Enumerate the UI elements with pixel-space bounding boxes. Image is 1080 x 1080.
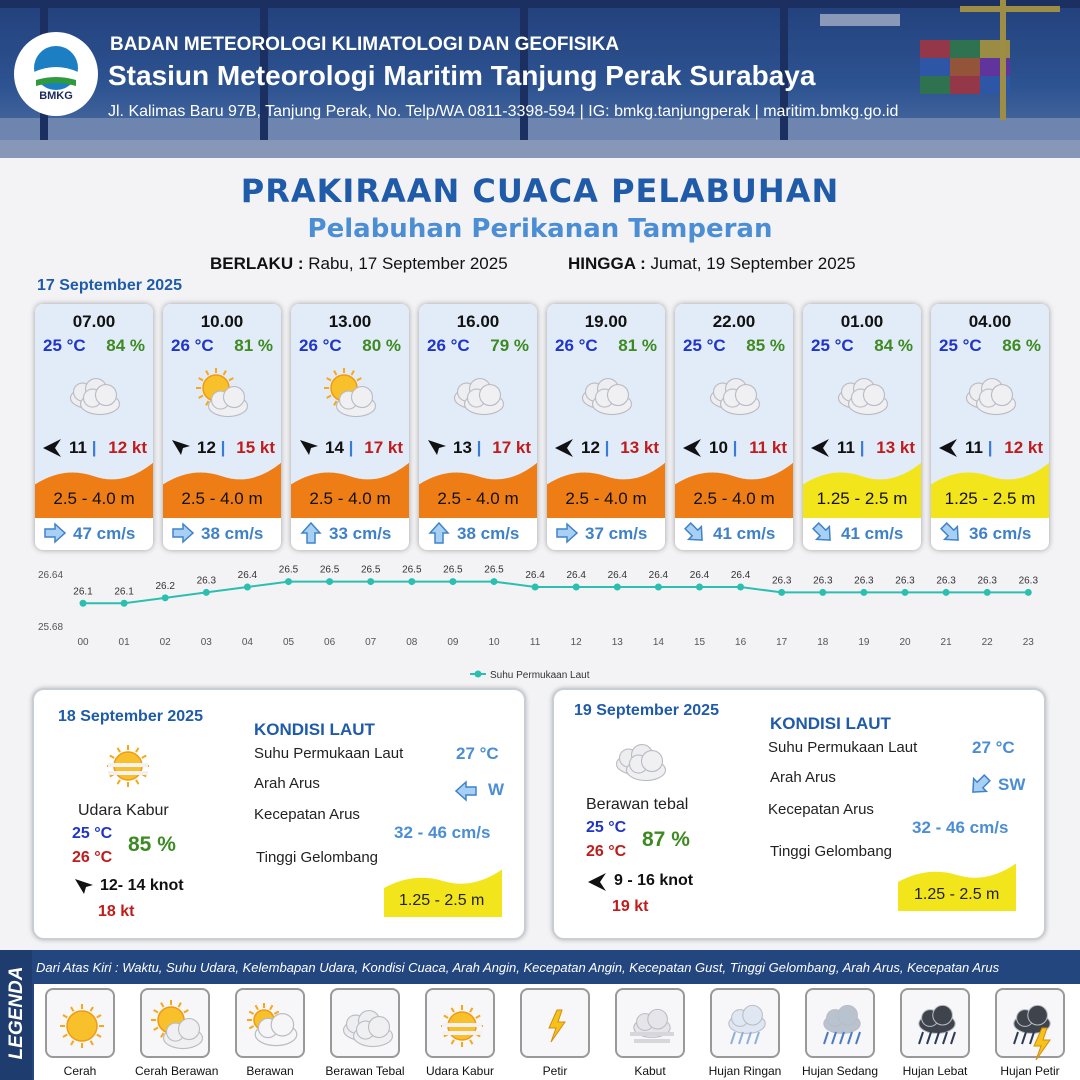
haze-icon xyxy=(427,990,497,1060)
valid-from-value: Rabu, 17 September 2025 xyxy=(308,254,508,273)
forecast-card xyxy=(291,304,409,550)
wind-speed: 12 | xyxy=(581,438,610,457)
legend-item-label: Cerah Berawan xyxy=(135,1064,219,1078)
current-speed-value: 32 - 46 cm/s xyxy=(394,823,491,842)
current-direction-icon xyxy=(171,522,195,544)
data-point xyxy=(203,589,210,596)
forecast-card xyxy=(931,304,1049,550)
overcast-icon xyxy=(332,990,402,1060)
sst-value: 27 °C xyxy=(456,744,499,763)
wave-label: Tinggi Gelombang xyxy=(770,843,893,860)
current-dir-label: Arah Arus xyxy=(254,775,320,792)
valid-from-label: BERLAKU : xyxy=(210,254,304,273)
wave-height: 1.25 - 2.5 m xyxy=(944,489,1036,508)
day-temp-min: 25 °C xyxy=(586,819,627,836)
wind-speed: 12 | xyxy=(197,438,226,457)
valid-to xyxy=(568,254,856,274)
data-label: 26.4 xyxy=(237,570,258,581)
legend-item-label: Cerah xyxy=(63,1064,97,1078)
sea-heading: KONDISI LAUT xyxy=(254,720,375,739)
current-speed-label: Kecepatan Arus xyxy=(254,806,360,823)
x-tick-label: 02 xyxy=(159,637,171,648)
valid-from xyxy=(210,254,508,274)
x-tick-label: 17 xyxy=(776,637,788,648)
station-name: Stasiun Meteorologi Maritim Tanjung Perak Surabaya xyxy=(108,60,816,91)
wave-label: Tinggi Gelombang xyxy=(256,849,379,866)
day-panel-18 xyxy=(32,688,526,940)
forecast-temp: 26 °C xyxy=(171,336,214,355)
data-point xyxy=(573,584,580,591)
wave-height: 2.5 - 4.0 m xyxy=(181,489,263,508)
forecast-time: 16.00 xyxy=(456,312,500,331)
x-tick-label: 23 xyxy=(1022,637,1034,648)
valid-to-value: Jumat, 19 September 2025 xyxy=(650,254,856,273)
gust-speed: 17 kt xyxy=(492,438,531,457)
wave-value: 1.25 - 2.5 m xyxy=(399,892,485,909)
x-tick-label: 07 xyxy=(365,637,377,648)
data-label: 26.1 xyxy=(73,586,93,598)
data-label: 26.3 xyxy=(854,575,874,587)
data-label: 26.4 xyxy=(730,570,751,581)
sst-series-line xyxy=(83,582,1028,604)
data-point xyxy=(326,578,333,585)
sst-line-chart xyxy=(0,560,1080,685)
sst-label: Suhu Permukaan Laut xyxy=(254,745,404,762)
data-label: 26.5 xyxy=(402,564,422,576)
data-point xyxy=(737,584,744,591)
forecast-humidity: 79 % xyxy=(490,336,529,355)
x-tick-label: 01 xyxy=(118,637,130,648)
data-label: 26.4 xyxy=(689,570,710,581)
current-direction-icon xyxy=(43,522,67,544)
station-address: Jl. Kalimas Baru 97B, Tanjung Perak, No. Telp/WA 0811-3398-594 | IG: bmkg.tanjungperak | maritim.bmkg.go.id xyxy=(108,103,899,120)
lightning-icon xyxy=(522,990,592,1060)
current-direction-icon xyxy=(939,522,963,544)
forecast-time: 10.00 xyxy=(200,312,244,331)
data-point xyxy=(449,578,456,585)
x-tick-label: 18 xyxy=(817,637,829,648)
valid-to-label: HINGGA : xyxy=(568,254,646,273)
data-label: 26.3 xyxy=(771,575,792,587)
data-point xyxy=(408,578,415,585)
day-temp-max: 26 °C xyxy=(586,843,627,860)
wave-height: 1.25 - 2.5 m xyxy=(816,489,908,508)
x-tick-label: 04 xyxy=(241,637,253,648)
gust-speed: 11 kt xyxy=(749,438,787,457)
data-point xyxy=(1025,589,1032,596)
wave-value: 1.25 - 2.5 m xyxy=(914,886,1000,903)
data-label: 26.3 xyxy=(936,575,956,587)
data-label: 26.2 xyxy=(155,580,175,592)
legend-item-label: Udara Kabur xyxy=(425,1064,495,1078)
page-subtitle: Pelabuhan Perikanan Tamperan xyxy=(307,214,773,244)
day-date: 18 September 2025 xyxy=(58,708,203,725)
x-tick-label: 22 xyxy=(981,637,993,648)
legend-item xyxy=(800,988,880,1078)
legend-side-label: LEGENDA xyxy=(6,966,27,1060)
legend-item xyxy=(990,988,1070,1078)
data-label: 26.5 xyxy=(443,564,463,576)
forecast-temp: 26 °C xyxy=(299,336,342,355)
legend-item xyxy=(895,988,975,1078)
wind-direction-icon xyxy=(41,437,65,459)
x-tick-label: 19 xyxy=(858,637,870,648)
forecast-temp: 26 °C xyxy=(555,336,598,355)
current-speed: 36 cm/s xyxy=(969,524,1032,543)
data-point xyxy=(244,584,251,591)
wind-direction-icon xyxy=(809,437,833,459)
forecast-humidity: 80 % xyxy=(362,336,401,355)
wind-direction-icon xyxy=(425,437,449,459)
data-point xyxy=(696,584,703,591)
data-point xyxy=(902,589,909,596)
wind-direction-icon xyxy=(937,437,961,459)
current-speed-value: 32 - 46 cm/s xyxy=(912,818,1009,837)
legend-series-name: Suhu Permukaan Laut xyxy=(490,670,590,681)
wind-direction-icon xyxy=(72,876,94,896)
data-label: 26.3 xyxy=(813,575,833,587)
legend-item-label: Hujan Lebat xyxy=(902,1064,968,1078)
gust-speed: 12 kt xyxy=(108,438,147,457)
data-label: 26.5 xyxy=(278,564,299,576)
day-date: 19 September 2025 xyxy=(574,702,719,719)
data-point xyxy=(819,589,826,596)
day-wind: 12- 14 knot xyxy=(100,877,184,894)
forecast-time: 13.00 xyxy=(328,312,372,331)
current-speed: 37 cm/s xyxy=(585,524,648,543)
moderate-rain-icon xyxy=(807,990,877,1060)
legend-item xyxy=(610,988,690,1078)
current-speed: 41 cm/s xyxy=(841,524,904,543)
wind-direction-icon xyxy=(681,437,705,459)
forecast-card xyxy=(547,304,665,550)
day-gust: 18 kt xyxy=(98,903,135,920)
sst-value: 27 °C xyxy=(972,738,1015,757)
wave-height: 2.5 - 4.0 m xyxy=(693,489,775,508)
day-condition: Udara Kabur xyxy=(78,802,169,819)
overcast-icon xyxy=(566,360,646,426)
forecast-time: 01.00 xyxy=(840,312,884,331)
current-speed: 47 cm/s xyxy=(73,524,136,543)
gust-speed: 17 kt xyxy=(364,438,403,457)
legend-items xyxy=(34,984,1080,1080)
day-temp-max: 26 °C xyxy=(72,849,113,866)
forecast-card xyxy=(675,304,793,550)
legend-item-label: Petir xyxy=(542,1064,568,1078)
data-label: 26.4 xyxy=(525,570,545,581)
bmkg-emblem-icon xyxy=(14,32,98,116)
data-point xyxy=(984,589,991,596)
data-point xyxy=(367,578,374,585)
legend-item xyxy=(40,988,120,1078)
sun-cloud-icon xyxy=(310,360,390,426)
x-tick-label: 14 xyxy=(652,637,664,648)
day-humidity: 85 % xyxy=(128,833,176,856)
x-tick-label: 11 xyxy=(529,637,541,648)
x-tick-label: 20 xyxy=(899,637,911,648)
x-tick-label: 13 xyxy=(611,637,623,648)
data-point xyxy=(943,589,950,596)
wind-speed: 11 | xyxy=(69,438,97,457)
page-title: PRAKIRAAN CUACA PELABUHAN xyxy=(240,172,840,210)
current-direction-icon xyxy=(555,522,579,544)
wind-direction-icon xyxy=(169,437,193,459)
data-point xyxy=(614,584,621,591)
wave-height: 2.5 - 4.0 m xyxy=(309,489,391,508)
berawan-tebal-icon xyxy=(610,734,670,786)
forecast-time: 19.00 xyxy=(584,312,628,331)
current-direction-icon xyxy=(683,522,707,544)
wind-speed: 14 | xyxy=(325,438,354,457)
legend-item-label: Berawan Tebal xyxy=(325,1064,405,1078)
overcast-icon xyxy=(54,360,134,426)
data-label: 26.4 xyxy=(566,570,586,581)
gust-speed: 13 kt xyxy=(620,438,659,457)
x-tick-label: 15 xyxy=(693,637,706,648)
wind-speed: 10 | xyxy=(709,438,738,457)
forecast-card xyxy=(803,304,921,550)
data-point xyxy=(655,584,662,591)
x-tick-label: 08 xyxy=(406,637,418,648)
udara-kabur-icon xyxy=(98,740,158,792)
legend-item-label: Hujan Ringan xyxy=(708,1064,782,1078)
forecast-card xyxy=(35,304,153,550)
data-point xyxy=(285,578,292,585)
current-speed: 38 cm/s xyxy=(201,524,264,543)
header-banner xyxy=(0,0,1080,158)
legend-item-label: Berawan xyxy=(246,1064,294,1078)
data-point xyxy=(80,600,87,607)
data-label: 26.4 xyxy=(648,570,669,581)
forecast-temp: 25 °C xyxy=(811,336,854,355)
forecast-temp: 25 °C xyxy=(43,336,86,355)
forecast-card xyxy=(419,304,537,550)
light-rain-icon xyxy=(712,990,782,1060)
wind-speed: 13 | xyxy=(453,438,482,457)
data-label: 26.5 xyxy=(484,564,504,576)
forecast-humidity: 81 % xyxy=(618,336,657,355)
legend-item xyxy=(325,988,405,1078)
forecast-time: 04.00 xyxy=(968,312,1012,331)
overcast-icon xyxy=(438,360,518,426)
wind-speed: 11 | xyxy=(837,438,865,457)
data-label: 26.3 xyxy=(196,575,217,587)
data-label: 26.1 xyxy=(114,586,134,598)
wind-direction-icon xyxy=(297,437,321,459)
current-direction-icon xyxy=(454,780,482,802)
data-label: 26.3 xyxy=(895,575,915,587)
wind-direction-icon xyxy=(553,437,577,459)
thunderstorm-icon xyxy=(997,990,1067,1060)
sun-icon xyxy=(47,990,117,1060)
data-label: 26.3 xyxy=(1018,575,1039,587)
logo-label: BMKG xyxy=(39,90,73,102)
current-direction-icon xyxy=(968,774,996,802)
day-condition: Berawan tebal xyxy=(586,796,689,813)
fog-icon xyxy=(617,990,687,1060)
gust-speed: 15 kt xyxy=(236,438,275,457)
data-label: 26.5 xyxy=(319,564,340,576)
day-gust: 19 kt xyxy=(612,898,649,915)
legend-item xyxy=(515,988,595,1078)
bmkg-logo xyxy=(14,32,98,116)
x-tick-label: 00 xyxy=(77,637,89,648)
x-tick-label: 03 xyxy=(200,637,212,648)
current-speed-label: Kecepatan Arus xyxy=(768,801,874,818)
x-tick-label: 10 xyxy=(488,637,500,648)
day-panel-19 xyxy=(552,688,1046,940)
sea-heading: KONDISI LAUT xyxy=(770,714,891,733)
forecast-humidity: 85 % xyxy=(746,336,785,355)
legend-swatch-dot xyxy=(475,671,482,678)
gust-speed: 12 kt xyxy=(1004,438,1043,457)
current-speed: 41 cm/s xyxy=(713,524,776,543)
current-direction-icon xyxy=(427,522,451,544)
forecast-time: 22.00 xyxy=(712,312,756,331)
data-point xyxy=(532,584,539,591)
heavy-rain-icon xyxy=(902,990,972,1060)
legend xyxy=(0,950,1080,1080)
data-point xyxy=(778,589,785,596)
legend-item xyxy=(420,988,500,1078)
wind-speed: 11 | xyxy=(965,438,993,457)
current-dir-label: Arah Arus xyxy=(770,769,836,786)
x-tick-label: 09 xyxy=(447,637,459,648)
wind-direction-icon xyxy=(586,871,608,891)
y-tick-label: 25.68 xyxy=(38,622,64,633)
current-speed: 33 cm/s xyxy=(329,524,392,543)
legend-description: Dari Atas Kiri : Waktu, Suhu Udara, Kelembapan Udara, Kondisi Cuaca, Arah Angin, Kecepatan Angin, Kecepatan Gust, Tinggi Gelombang, Arah Arus, Kecepatan Arus xyxy=(36,960,1000,975)
day-humidity: 87 % xyxy=(642,828,690,851)
forecast-time: 07.00 xyxy=(72,312,116,331)
legend-item-label: Kabut xyxy=(634,1064,666,1078)
data-point xyxy=(121,600,128,607)
day-temp-min: 25 °C xyxy=(72,825,113,842)
forecast-humidity: 84 % xyxy=(106,336,145,355)
forecast-temp: 25 °C xyxy=(683,336,726,355)
overcast-icon xyxy=(694,360,774,426)
wave-height: 2.5 - 4.0 m xyxy=(53,489,135,508)
legend-item-label: Hujan Sedang xyxy=(801,1064,879,1078)
forecast-humidity: 86 % xyxy=(1002,336,1041,355)
data-point xyxy=(162,594,169,601)
data-label: 26.4 xyxy=(607,570,628,581)
current-speed: 38 cm/s xyxy=(457,524,520,543)
current-direction-icon xyxy=(811,522,835,544)
legend-item xyxy=(135,988,219,1078)
data-point xyxy=(491,578,498,585)
forecast-card xyxy=(163,304,281,550)
y-tick-label: 26.64 xyxy=(38,570,64,581)
forecast-temp: 26 °C xyxy=(427,336,470,355)
x-tick-label: 12 xyxy=(570,637,582,648)
cloudy-icon xyxy=(237,990,307,1060)
legend-item xyxy=(230,988,310,1078)
legend-item xyxy=(705,988,785,1078)
legend-item-label: Hujan Petir xyxy=(1000,1064,1060,1078)
sst-label: Suhu Permukaan Laut xyxy=(768,739,918,756)
x-tick-label: 05 xyxy=(282,637,295,648)
sun-cloud-icon xyxy=(182,360,262,426)
current-dir-value: W xyxy=(488,780,505,799)
current-dir-value: SW xyxy=(998,775,1026,794)
forecast-date: 17 September 2025 xyxy=(37,277,182,294)
wave-height: 2.5 - 4.0 m xyxy=(565,489,647,508)
sun-cloud-icon xyxy=(142,990,212,1060)
x-tick-label: 16 xyxy=(735,637,747,648)
current-direction-icon xyxy=(299,522,323,544)
x-tick-label: 06 xyxy=(324,637,336,648)
gust-speed: 13 kt xyxy=(876,438,915,457)
day-wind: 9 - 16 knot xyxy=(614,872,694,889)
x-tick-label: 21 xyxy=(940,637,952,648)
forecast-humidity: 84 % xyxy=(874,336,913,355)
data-point xyxy=(860,589,867,596)
wave-height: 2.5 - 4.0 m xyxy=(437,489,519,508)
data-label: 26.3 xyxy=(977,575,997,587)
org-name: BADAN METEOROLOGI KLIMATOLOGI DAN GEOFISIKA xyxy=(110,34,620,55)
overcast-icon xyxy=(822,360,902,426)
data-label: 26.5 xyxy=(360,564,381,576)
overcast-icon xyxy=(950,360,1030,426)
forecast-humidity: 81 % xyxy=(234,336,273,355)
forecast-temp: 25 °C xyxy=(939,336,982,355)
